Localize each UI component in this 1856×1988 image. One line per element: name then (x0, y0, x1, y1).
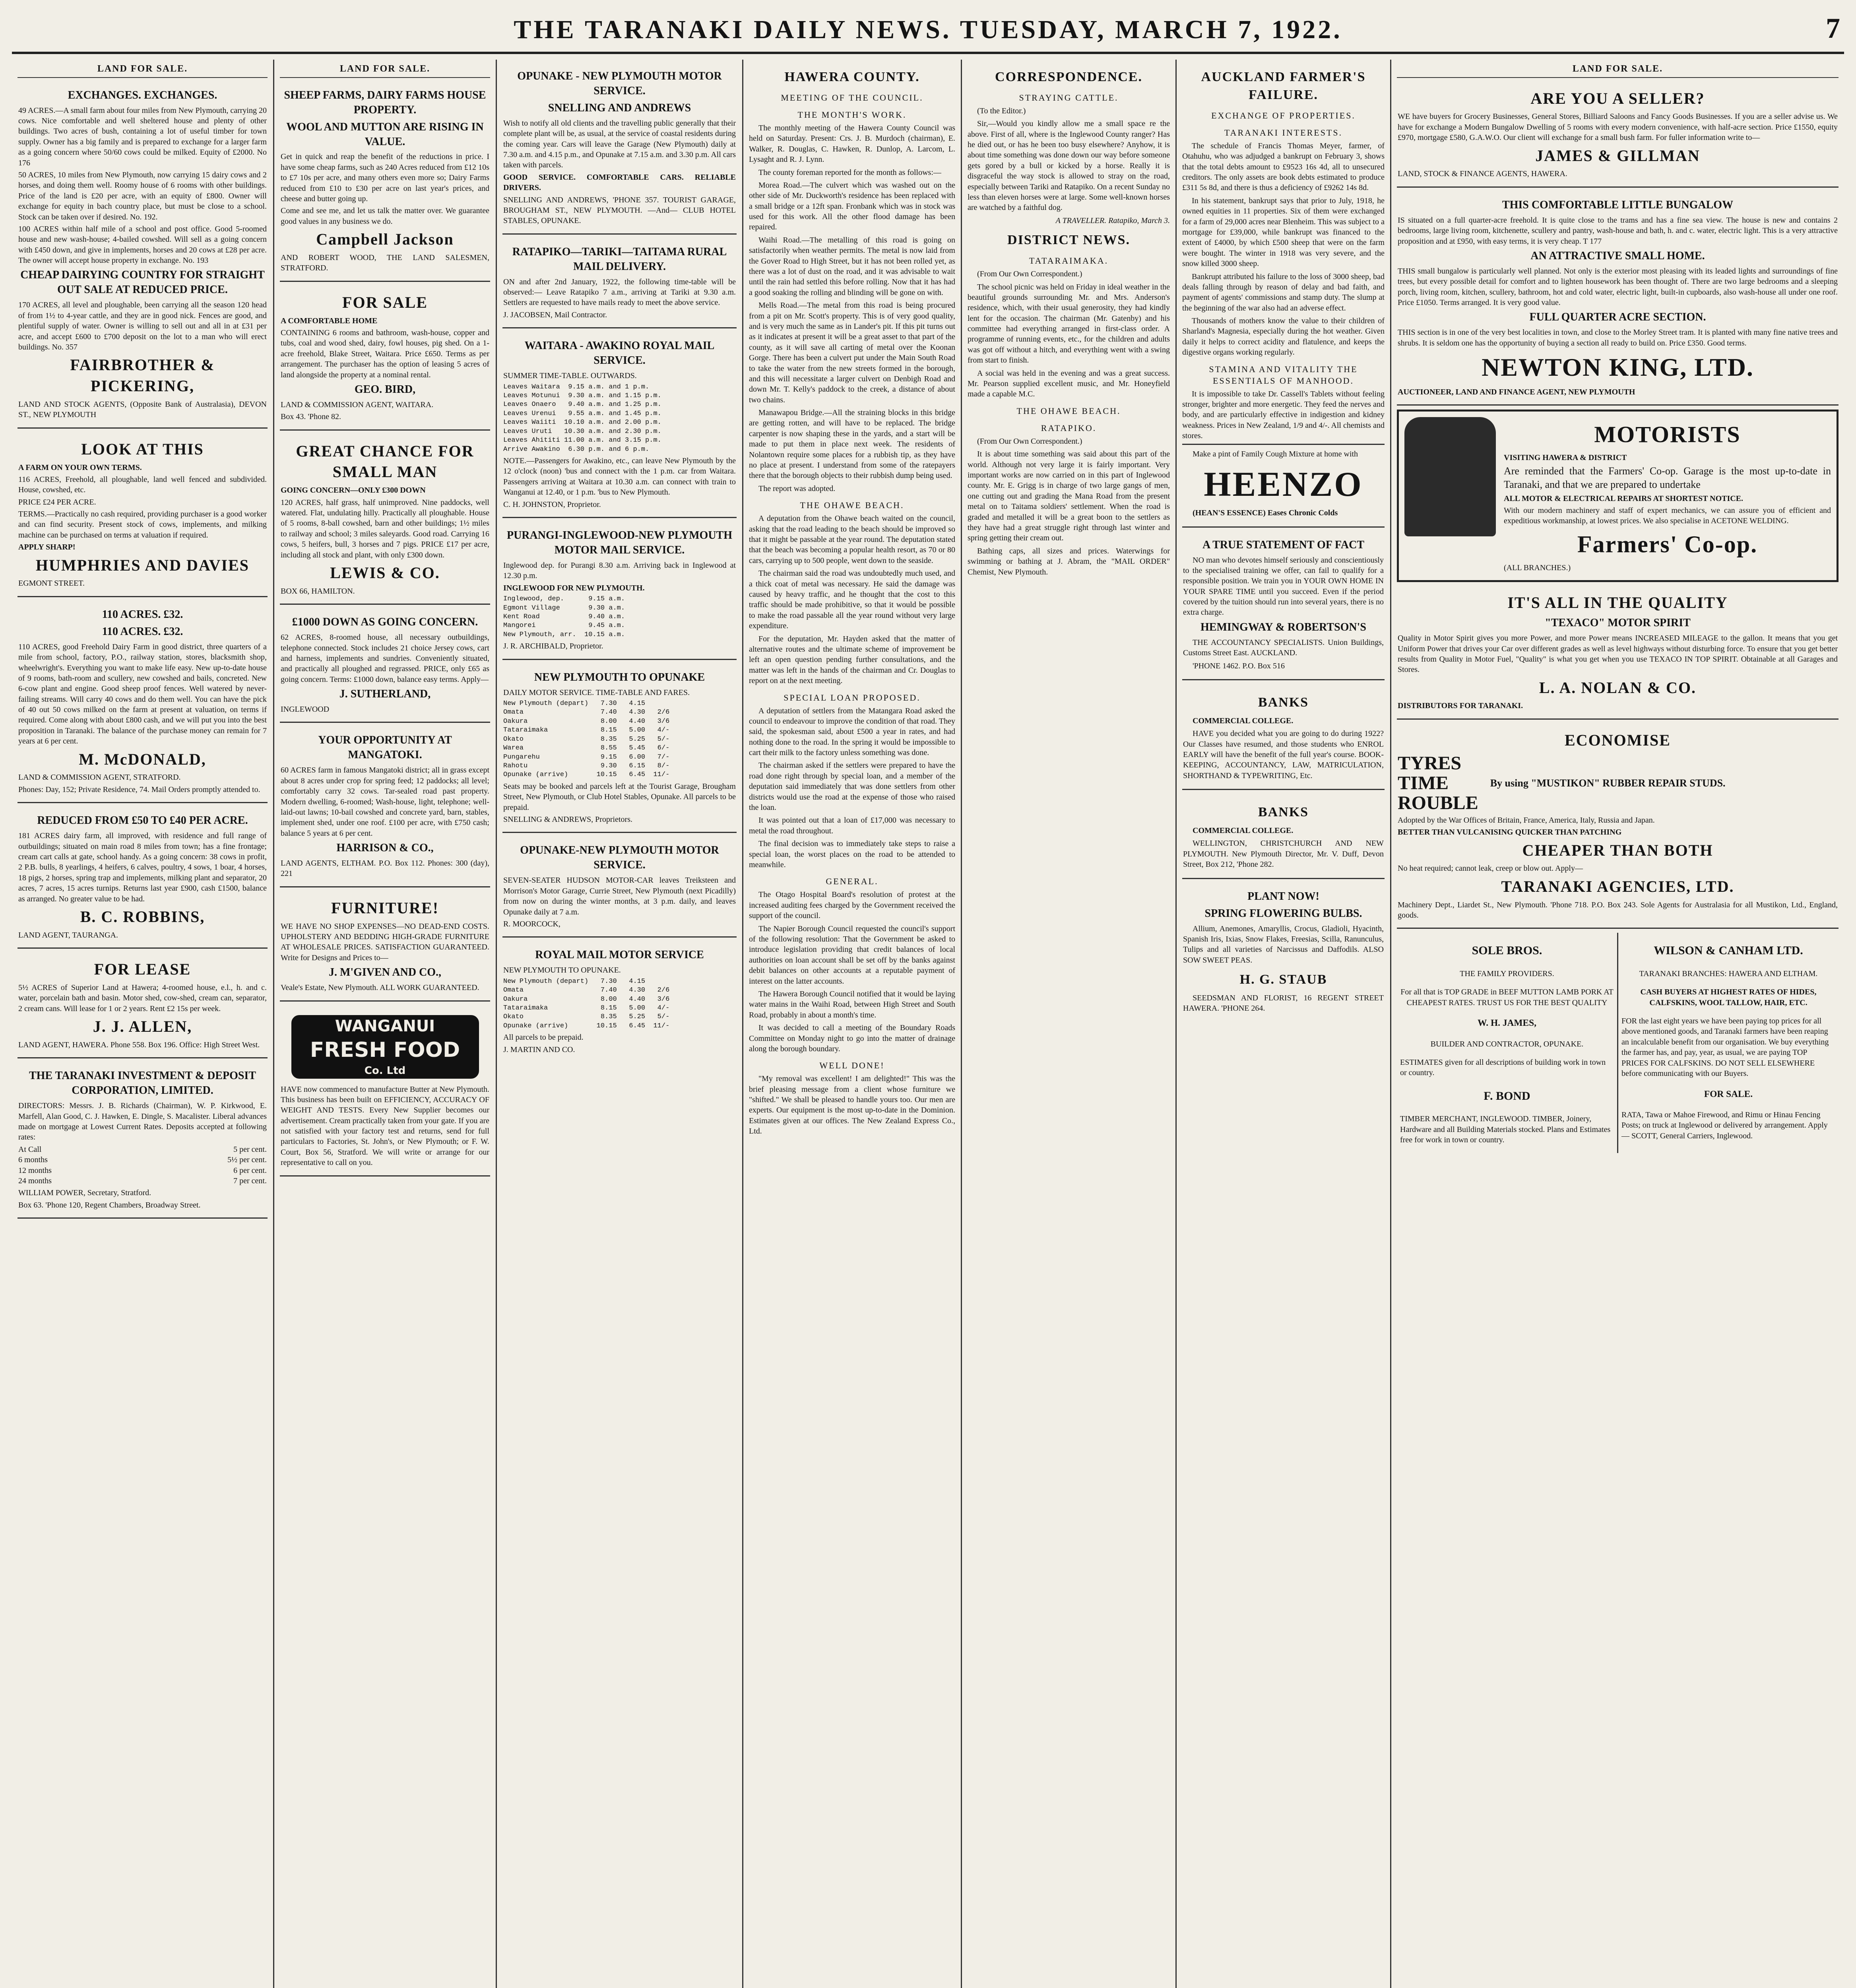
ad-signature: C. H. JOHNSTON, Proprietor. (503, 500, 601, 509)
agent-name: HUMPHRIES AND DAVIES (35, 556, 250, 574)
article-paragraph: The chairman said the road was undoubtedly much used, and a thick coat of metal was necessary. He said the damage was caused by heavy traffic, and he thought that the cost to this traffic should be made prohibitive, so that it would be possible to make the road passable all the year round without very large expenditure. (749, 569, 955, 631)
ad-title: A TRUE STATEMENT OF FACT (1202, 538, 1365, 551)
ad-body: TIMBER MERCHANT, INGLEWOOD. TIMBER, Joinery, Hardware and all Building Materials stocked. Plans and Estimates free for work in town or country. (1400, 1114, 1611, 1144)
ad-apply: APPLY SHARP! (18, 543, 76, 552)
article-paragraph: The county foreman reported for the month as follows:— (758, 168, 941, 177)
ad-body: THIS small bungalow is particularly well planned. Not only is the exterior most pleasing with its leaded lights and surroundings of fine trees, but every possible detail for comfort and to lighten housework has been thought of. There are two large bedrooms and a sleeping porch, living room, kitchen, scullery, bathroom, hot and cold water, electric light, built-in cupboards, also wash-house all under one roof. Price £1050. Terms arranged. It is very good value. (1398, 266, 1838, 307)
ad-body: TERMS.—Practically no cash required, providing purchaser is a good worker and can find security. Present stock of cows, implements, and milking machine can be purchased on terms at valuation if required. (18, 510, 267, 540)
column-header: LAND FOR SALE. (1397, 63, 1839, 78)
ad-subtitle: By using "MUSTIKON" RUBBER REPAIR STUDS. (1490, 777, 1726, 789)
ad-title: SOLE BROS. (1472, 944, 1542, 957)
ad-signature: SNELLING & ANDREWS, Proprietors. (503, 815, 632, 824)
ad-tagline: (HEAN'S ESSENCE) Eases Chronic Colds (1193, 509, 1338, 518)
ad-title: FOR SALE. (1704, 1089, 1753, 1099)
article-subtitle: TARANAKI INTERESTS. (1224, 127, 1343, 138)
ad-title: CHEAP DAIRYING COUNTRY FOR STRAIGHT OUT SALE AT REDUCED PRICE. (20, 269, 265, 296)
agent-sub: EGMONT STREET. (18, 579, 85, 588)
timetable-row: Leaves Ahititi 11.00 a.m. and 3.15 p.m. (503, 437, 661, 445)
ad-title: NEW PLYMOUTH TO OPUNAKE (534, 671, 705, 683)
waitara-mail-ad (502, 332, 737, 518)
ad-body: 49 ACRES.—A small farm about four miles from New Plymouth, carrying 20 cows. Nice comfortable and well sheltered house and plenty of other buildings. Two acres of bush, containing a lot of useful timber for town supply. Owner has a big family and is prepared to exchange for a larger farm as a going concern where 50/60 cows could be milked. Equity of £2000. No 176 (18, 106, 267, 167)
ad-subtitle: A COMFORTABLE HOME (281, 316, 378, 325)
ad-title: PLANT NOW! (1247, 890, 1319, 903)
column-2 (274, 60, 497, 1988)
article-section-heading: WELL DONE! (819, 1060, 885, 1071)
ad-body: FOR the last eight years we have been paying top prices for all above mentioned goods, and Taranaki farmers have been reaping an incalculable benefit from our organisation. We buy everything the farmer has, and pay, year, as usual, we are paying TOP PRICES FOR CALFSKINS. DO NOT SELL ELSEWHERE before communicating with our Buyers. (1621, 1016, 1829, 1078)
ad-body: Are reminded that the Farmers' Co-op. Garage is the most up-to-date in Taranaki, and that we are prepared to undertake (1504, 465, 1831, 491)
rate-row: 12 months 6 per cent. (18, 1166, 267, 1175)
agent-sub: AUCTIONEER, LAND AND FINANCE AGENT, NEW PLYMOUTH (1398, 387, 1635, 396)
ad-title: IT'S ALL IN THE QUALITY (1507, 594, 1728, 612)
ad-title: YOUR OPPORTUNITY AT MANGATOKI. (318, 734, 452, 761)
ad-subtitle: Make a pint of Family Cough Mixture at home with (1193, 449, 1358, 458)
article-paragraph: The chairman asked if the settlers were prepared to have the road done right through by special loan, and a member of the deputation said immediately that was done settlers from other districts would use the road at the expense of those who raised the loan. (749, 761, 955, 812)
ad-subtitle: COMMERCIAL COLLEGE. (1193, 716, 1294, 725)
timetable-row: New Plymouth, arr. 10.15 a.m. (503, 631, 625, 639)
ad-body: 170 ACRES, all level and ploughable, been carrying all the season 120 head of from 1½ to 4-year cattle, and they are in good nick. Fences are good, and plentiful supply of water. Owner is willing to sell out and all in at £31 per acre, and accept £600 to £700 deposit on the lot to a man who will erect buildings. No. 357 (18, 301, 267, 351)
ad-subtitle: DAILY MOTOR SERVICE. TIME-TABLE AND FARES. (503, 688, 690, 697)
ad-title: WAITARA - AWAKINO ROYAL MAIL SERVICE. (524, 340, 715, 367)
article-subtitle: RATAPIKO. (1041, 423, 1097, 433)
ad-body: HAVE you decided what you are going to do during 1922? Our Classes have resumed, and those students who ENROL EARLY will have the benefit of the full year's course. BOOK-KEEPING, ACCOUNTANCY, LAW, MATRICULATION, SHORTHAND & TYPEWRITING, Etc. (1183, 729, 1384, 780)
ad-body: Allium, Anemones, Amaryllis, Crocus, Gladioli, Hyacinth, Spanish Iris, Ixias, Snow Flakes, Freesias, Scilla, Ranunculus, Tulips and all varieties of Narcissus and Daffodils. ALSO SOW SWEET PEAS. (1183, 924, 1384, 965)
ad-title: EXCHANGES. EXCHANGES. (68, 89, 217, 101)
article-byline: (From Our Own Correspondent.) (977, 437, 1082, 446)
timetable-row: Omata 7.40 4.30 2/6 (503, 709, 670, 716)
agent-name: F. BOND (1484, 1089, 1530, 1103)
timetable-row: Omata 7.40 4.30 2/6 (503, 986, 670, 994)
agent-name: B. C. ROBBINS, (80, 907, 205, 926)
ad-price: PRICE £24 PER ACRE. (18, 497, 96, 507)
ad-signature: WILLIAM POWER, Secretary, Stratford. (18, 1188, 151, 1198)
ad-body: WE have buyers for Grocery Businesses, General Stores, Billiard Saloons and Fancy Goods Businesses. If you are a seller advise us. We have for exchange a Modern Bungalow Dwelling of 5 rooms with every modern convenience, with half-acre section. Price £1550, equity £970, mortgage £580, G.A.W.O. Our client will exchange for a small bush farm. For fuller information write to— (1398, 112, 1838, 142)
rate-row: 6 months 5½ per cent. (18, 1155, 267, 1165)
sheep-ad (280, 82, 490, 282)
agent-name: Farmers' Co-op. (1577, 531, 1758, 557)
ad-tagline: GOOD SERVICE. COMFORTABLE CARS. RELIABLE DRIVERS. (503, 173, 736, 192)
article-subtitle: TATARAIMAKA. (1029, 256, 1109, 266)
ad-body: WE HAVE NO SHOP EXPENSES—NO DEAD-END COSTS. UPHOLSTERY AND BEDDING HIGH-GRADE FURNITURE AT WHOLESALE PRICES. SATISFACTION GUARANTEED. Write for Designs and Prices to— (281, 922, 489, 962)
wilson-canham-ad (1617, 933, 1839, 1153)
timetable-row: Leaves Uruti 10.30 a.m. and 2.30 p.m. (503, 427, 661, 435)
agent-sub: INGLEWOOD (281, 705, 330, 714)
ad-heading: SNELLING AND ANDREWS (548, 101, 691, 114)
agent-name: HARRISON & CO., (336, 842, 434, 854)
ad-title: ARE YOU A SELLER? (1530, 89, 1705, 107)
agent-sub: (ALL BRANCHES.) (1504, 563, 1571, 572)
motorists-ad (1397, 410, 1839, 582)
ad-body: ESTIMATES given for all descriptions of building work in town or country. (1400, 1058, 1606, 1077)
article-section-heading: GENERAL. (826, 876, 879, 887)
ad-subtitle: VISITING HAWERA & DISTRICT (1504, 453, 1627, 462)
column-3 (497, 60, 743, 1988)
texaco-ad (1397, 586, 1839, 720)
ad-title: SHEEP FARMS, DAIRY FARMS HOUSE PROPERTY. (284, 89, 486, 116)
ad-body: Get in quick and reap the benefit of the reductions in price. I have some cheap farms, such as 240 Acres reduced from £12 10s to £7 10s per acre, and many others even more so; Dairy Farms reduced from £10 to £30 per acre on last year's prices, and cheese and butter going up. (281, 152, 489, 204)
ad-heading: CHEAPER THAN BOTH (1522, 841, 1713, 859)
timetable (503, 699, 736, 780)
column-7-ads (1391, 60, 1844, 1988)
masthead (12, 8, 1844, 54)
timetable-row: Pungarehu 9.15 6.00 7/- (503, 753, 670, 761)
article-byline: (From Our Own Correspondent.) (977, 270, 1082, 279)
article-title: HAWERA COUNTY. (784, 70, 920, 84)
article-paragraph: Manawapou Bridge.—All the straining blocks in this bridge are getting rotten, and will have to be replaced. The bridge carpenter is now shaping these in the yards, and a start will be made to put them in place next week. The residents of Nolantown require some places for a rubbish tip, as they have no place at present. I understand from some of the ratepayers there that the borough objects to their rubbish dump being used. (749, 408, 955, 480)
article-byline: (To the Editor.) (977, 106, 1026, 115)
ad-signature: J. JACOBSEN, Mail Contractor. (503, 310, 607, 319)
article-title: DISTRICT NEWS. (1007, 233, 1130, 248)
ad-body: DIRECTORS: Messrs. J. B. Richards (Chairman), W. P. Kirkwood, E. Marfell, Alan Good, C. J. Hawken, E. Dingle, S. Macalister. Liberal advances made on mortgage at Lowest Current Rates. Deposits accepted at following rates: (18, 1101, 267, 1142)
agent-sub: BOX 66, HAMILTON. (281, 586, 355, 596)
agent-name: J. J. ALLEN, (93, 1017, 192, 1036)
article-subtitle: STRAYING CATTLE. (1019, 92, 1119, 103)
timetable-row: Kent Road 9.40 a.m. (503, 613, 625, 621)
agent-name: H. G. STAUB (1239, 972, 1327, 987)
article-paragraph: It is about time something was said about this part of the world. Although not very large it is fairly important. Very important works are now carried on in this part of Inglewood county. Mr. E. Grigg is in charge of two large gangs of men, one cutting out and grading the Mana Road from the present metal on to Taitama soldiers' settlement. When the road is graded and metalled it will be a great boon to the settlers as they have had a great struggle right through last winter and spring getting their cream out. (968, 450, 1170, 543)
fresh-food-ad (280, 1006, 490, 1176)
ad-title: LOOK AT THIS (81, 440, 204, 458)
ad-title: ROYAL MAIL MOTOR SERVICE (535, 949, 704, 961)
tyres-logo: TYRES TIME ROUBLE (1398, 752, 1478, 814)
ad-body: 110 ACRES, good Freehold Dairy Farm in good district, three quarters of a mile from school, factory, P.O., railway station, stores, blacksmith shop, wheelwright's. Everything you want to make life easy. New up-to-date house of 9 rooms, bath-room and scullery, new cowshed and bails, concreted. New 6-cow plant and engine. Good sheep proof fences. Well watered by never-failing streams. Will carry 40 cows and do them well. You can have the pick of 40 out 50 cows milked on the farm at present at valuation, on terms if required. Come along with about £800 cash, and we will put you into the best proposition in Taranaki. The balance of the purchase money can remain for 7 years at 6 per cent. (18, 642, 267, 746)
timetable-row: Tataraimaka 8.15 5.00 4/- (503, 1004, 670, 1012)
ad-title: OPUNAKE-NEW PLYMOUTH MOTOR SERVICE. (520, 844, 719, 872)
timetable-row: Okato 8.35 5.25 5/- (503, 1013, 670, 1021)
article-paragraph: "My removal was excellent! I am delighted!" This was the brief pleasing message from a client whose furniture we "shifted." We shall be pleased to handle yours too. Our men are experts. Our equipment is the most up-to-date in the Dominion. Estimates given at our offices. The New Zealand Express Co., Ltd. (749, 1074, 955, 1136)
going-concern-ad (280, 609, 490, 723)
ad-body: HAVE now commenced to manufacture Butter at New Plymouth. This business has been built on EFFICIENCY, ACCURACY OF WEIGHT AND TESTS. Every New Supplier becomes our advertisement. Cream practically taken from your gate. If you are not satisfied with your factory test and returns, send for full particulars to Factories, St. John's, or New Plymouth; or F. W. Court, Box 56, Stratford. We will write or arrange for our representative to call on you. (281, 1085, 489, 1167)
column-header: LAND FOR SALE. (280, 63, 490, 78)
timetable-row: Mangorei 9.45 a.m. (503, 622, 625, 630)
agent-box: Box 43. 'Phone 82. (281, 412, 341, 421)
ad-title: BANKS (1258, 805, 1309, 820)
ad-subtitle: THE ACCOUNTANCY SPECIALISTS. Union Buildings, Customs Street East. AUCKLAND. (1183, 638, 1384, 658)
ad-heading: CASH BUYERS AT HIGHEST RATES OF HIDES, CALFSKINS, WOOL TALLOW, HAIR, ETC. (1640, 988, 1817, 1007)
column-header: LAND FOR SALE. (17, 63, 268, 78)
furniture-ad (280, 891, 490, 1002)
page-number: 7 (1826, 12, 1840, 44)
article-paragraph: A deputation of settlers from the Matangara Road asked the council to endeavour to improve the condition of that road. They said, the spokesman said, about £500 a year in rates, and had nothing done to the road. In the spring it would be impossible to cart their milk to the factory unless something was done. (749, 706, 955, 757)
article-paragraph: The report was adopted. (758, 484, 836, 493)
ad-signature: J. R. ARCHIBALD, Proprietor. (503, 642, 603, 651)
article-paragraph: For the deputation, Mr. Hayden asked that the matter of alternative routes and the ultimate scheme of improvement be left an open question pending further consultations, and the matter was left in the hands of the chairman and Cr. Douglas to report on at the next meeting. (749, 634, 955, 685)
ad-title: OPUNAKE - NEW PLYMOUTH MOTOR SERVICE. (517, 70, 722, 97)
article-paragraph: It was decided to call a meeting of the Boundary Roads Committee on Monday night to go into the matter of drainage along the borough boundary. (749, 1023, 955, 1053)
ad-body: 116 ACRES, Freehold, all ploughable, land well fenced and subdivided. House, cowshed, etc. (18, 475, 267, 495)
ad-body: 181 ACRES dairy farm, all improved, with residence and full range of outbuildings; situated on main road 8 miles from town; has a fine frontage; cream cart calls at gate, school handy. As a going concern: 38 cows in profit, 2 P.B. bulls, 8 yearlings, 4 heifers, 6 calves, poultry, 4 sows, 1 boar, 4 horses, 18 pigs, 2 horses, spring trap and implements, milking plant and separator, 20 acres, 7 acres, 15 acres turnips. Returns last year £900, cash £1500, balance as arranged. No greater value to be had. (18, 831, 267, 903)
agent-sub: LAND AND STOCK AGENTS, (Opposite Bank of Australasia), DEVON ST., NEW PLYMOUTH (18, 400, 267, 419)
ad-body: CONTAINING 6 rooms and bathroom, wash-house, copper and tubs, coal and wood shed, dairy, fowl houses, pig shed. On a 1-acre freehold, Blake Street, Waitara. Price £650. Terms as per arrangement. The purchaser has the option of leasing 5 acres of land alongside the property at a nominal rental. (281, 328, 489, 379)
ad-subtitle: THE FAMILY PROVIDERS. (1460, 969, 1554, 978)
ad-body: 100 ACRES within half mile of a school and post office. Good 5-roomed house and new wash-house; 4-bailed cowshed. Will sell as a going concern with £450 down, and give in implements, horses and 20 cows at £28 per acre. The owner will accept house property in exchange. No. 193 (18, 224, 267, 265)
ad-body: 120 ACRES, half grass, half unimproved. Nine paddocks, well watered. Flat, undulating hilly. Practically all ploughable. House of 5 rooms, 8-ball cowshed, barn and other buildings; 1½ miles to railway and school; 3 miles saleyards. Good road. Carrying 16 cows, 5 heifers, bull, 3 horses and 7 pigs. PRICE £17 per acre, including all stock and plant, with only £300 down. (281, 498, 489, 559)
article-subtitle: THE OHAWE BEACH. (1016, 406, 1121, 416)
ad-body: IS situated on a full quarter-acre freehold. It is quite close to the trams and has a fine sea view. The house is new and contains 2 bedrooms, large living room, kitchenette, scullery and pantry, wash-house and bath, h. and c. water, electric light. This is a very attractive proposition and at £950, with easy terms, it is very cheap. T 177 (1398, 215, 1838, 246)
column-1 (12, 60, 274, 1988)
article-signature: A TRAVELLER. Ratapiko, March 3. (1055, 216, 1170, 225)
fresh-food-logo: WANGANUI FRESH FOOD Co. Ltd (291, 1015, 479, 1079)
agent-name: M. McDONALD, (79, 750, 206, 768)
agent-sub: DISTRIBUTORS FOR TARANAKI. (1398, 701, 1523, 711)
for-sale-ad (280, 286, 490, 431)
article-paragraph: A social was held in the evening and was a great success. Mr. Pearson supplied excellent music, and Mr. Honeyfield made a capable M.C. (968, 369, 1170, 399)
heenzo-ad (1182, 444, 1385, 528)
ad-title: FURNITURE! (331, 899, 439, 917)
ad-body: For all that is TOP GRADE in BEEF MUTTON LAMB PORK AT CHEAPEST RATES. TRUST US FOR THE BEST QUALITY (1400, 988, 1614, 1007)
investment-ad (17, 1062, 268, 1219)
timetable-row: Leaves Urenui 9.55 a.m. and 1.45 p.m. (503, 410, 661, 417)
masthead-title: THE TARANAKI DAILY NEWS. TUESDAY, MARCH 7, 1922. (514, 15, 1342, 44)
ad-heading: "TEXACO" MOTOR SPIRIT (1545, 617, 1691, 629)
bottom-ads-row (1397, 933, 1839, 1153)
agent-name: Campbell Jackson (316, 230, 454, 248)
royal-mail-ad (502, 942, 737, 1062)
ad-title: £1000 DOWN AS GOING CONCERN. (292, 616, 478, 629)
article-title: CORRESPONDENCE. (995, 70, 1142, 84)
columns (12, 60, 1844, 1988)
mechanic-illustration (1404, 417, 1496, 536)
agent-name: LEWIS & CO. (330, 564, 440, 582)
mangatoki-ad (280, 727, 490, 887)
rates-table (18, 1144, 267, 1186)
timetable-row: Okato 8.35 5.25 5/- (503, 735, 670, 743)
article-paragraph: Thousands of mothers know the value to their children of Sharland's Magnesia, especially during the hot weather. Given daily it helps to correct acidity and flatulence, and keeps the digestive organs working regularly. (1182, 316, 1385, 357)
ad-title: WOOL AND MUTTON ARE RISING IN VALUE. (286, 120, 484, 148)
timetable-row: Leaves Motunui 9.30 a.m. and 1.15 p.m. (503, 392, 661, 400)
banks-college-ad (1182, 684, 1385, 790)
lease-ad (17, 953, 268, 1058)
article-paragraph: The monthly meeting of the Hawera County Council was held on Saturday. Present: Crs. J. B. Murdoch (chairman), E. Walker, R. Douglas, C. Hawken, R. Dunlop, A. Larcom, L. Lysaght and R. J. Lynn. (749, 123, 955, 164)
opunake-service-ad (502, 63, 737, 235)
agent-sub: LAND & COMMISSION AGENT, WAITARA. (281, 400, 434, 409)
ad-title: WILSON & CANHAM LTD. (1654, 944, 1803, 957)
acres-ad (17, 601, 268, 803)
ad-body: 62 ACRES, 8-roomed house, all necessary outbuildings, telephone connected. Stock includes 21 choice Jersey cows, cart and harness, implements and sundries. Conveniently situated, and practically all ploughed and regrassed. PRICE, only £65 as going concern. Terms: £1000 down, balance easy terms. Apply— (281, 633, 489, 684)
ad-title: THIS COMFORTABLE LITTLE BUNGALOW (1502, 198, 1734, 211)
column-4-hawera-county (743, 60, 962, 1988)
exchanges-ad (17, 82, 268, 429)
ad-subtitle: A FARM ON YOUR OWN TERMS. (18, 463, 142, 472)
agent-sub: SEEDSMAN AND FLORIST, 16 REGENT STREET HAWERA. 'PHONE 264. (1183, 994, 1384, 1013)
ad-title: 110 ACRES. £32. (102, 625, 183, 638)
agent-name: L. A. NOLAN & CO. (1539, 678, 1697, 697)
timetable-row: Tataraimaka 8.15 5.00 4/- (503, 726, 670, 734)
agent-sub: LAND AGENT, HAWERA. Phone 558. Box 196. Office: High Street West. (18, 1040, 260, 1049)
article-paragraph: The Otago Hospital Board's resolution of protest at the increased auditing fees charged by the Government received the support of the council. (749, 890, 955, 920)
new-plymouth-opunake-ad (502, 664, 737, 833)
rate-row: At Call 5 per cent. (18, 1145, 267, 1154)
ad-subtitle: GOING CONCERN—ONLY £300 DOWN (281, 486, 426, 495)
article-section-heading: SPECIAL LOAN PROPOSED. (784, 692, 921, 703)
ad-heading: BETTER THAN VULCANISING QUICKER THAN PATCHING (1398, 828, 1622, 837)
agent-sub: LAND AGENTS, ELTHAM. P.O. Box 112. Phones: 300 (day), 221 (281, 859, 489, 878)
banks-college-ad-2 (1182, 794, 1385, 879)
ad-body: RATA, Tawa or Mahoe Firewood, and Rimu or Hinau Fencing Posts; on truck at Inglewood or delivered by arrangement. Apply— SCOTT, General Carriers, Inglewood. (1621, 1110, 1828, 1140)
column-5-correspondence (962, 60, 1177, 1988)
article-subtitle: THE MONTH'S WORK. (797, 109, 907, 120)
article-paragraph: The final decision was to immediately take steps to raise a special loan, the worst places on the road to be attended to meanwhile. (749, 839, 955, 869)
hudson-service-ad (502, 837, 737, 938)
ad-note: Seats may be booked and parcels left at the Tourist Garage, Brougham Street, New Plymouth, or Club Hotel Stables, Opunake. All parcels to be prepaid. (503, 782, 736, 812)
ad-note: No heat required; cannot leak, creep or blow out. Apply— (1398, 864, 1583, 873)
seller-ad (1397, 82, 1839, 188)
sole-bros-ad (1397, 933, 1617, 1153)
article-paragraph: Sir,—Would you kindly allow me a small space re the above. First of all, where is the Inglewood County ranger? Has he died out, or has he been too busy elsewhere? Anyhow, it is about time something was done down our way before someone gets gored by a bull or kicked by a horse. Really it is disgraceful the way stock is allowed to stray on the road, especially between Tariki and Ratapiko. On a recent Sunday no less than eleven horses were at large. Some well-known horses are watched by a faithful dog. (968, 119, 1170, 212)
ad-title: FULL QUARTER ACRE SECTION. (1529, 311, 1706, 324)
bulbs-ad (1182, 883, 1385, 1022)
timetable-row: Opunake (arrive) 10.15 6.45 11/- (503, 771, 670, 779)
article-paragraph: Mells Road.—The metal from this road is being procured from a pit on Mr. Scott's property. This is of very good quality, and is very much the same as in Lander's pit. If this pit turns out as it indicates at present it will be a great asset to that part of the county, as it will save all carting of metal over the Koonan Gorge. There has been a culvert put under the Main South Road to take the water from the new streets formed in the borough, and this will necessitate a larger culvert on Denbigh Road and down Mr. T. Kelly's paddock to the creek, a distance of about two chains. (749, 301, 955, 404)
agent-sub: BUILDER AND CONTRACTOR, OPUNAKE. (1430, 1039, 1584, 1048)
timetable-row: New Plymouth (depart) 7.30 4.15 (503, 977, 646, 985)
mustikon-ad (1397, 724, 1839, 929)
ad-title: 110 ACRES. £32. (102, 608, 183, 621)
article-paragraph: Morea Road.—The culvert which was washed out on the other side of Mr. Duckworth's residence has been replaced with a small bridge or a 12ft span. Fronbank which was in stock was used for this work. All the other flood damage has been repaired. (749, 181, 955, 232)
agent-name: NEWTON KING, LTD. (1482, 353, 1754, 382)
ad-signature: SNELLING AND ANDREWS, 'PHONE 357. TOURIST GARAGE, BROUGHAM ST., NEW PLYMOUTH. —And— CLUB HOTEL STABLES, OPUNAKE. (503, 195, 736, 225)
article-paragraph: The Hawera Borough Council notified that it would be laying water mains in the Waihi Road, between High Street and South Road, probably in about a month's time. (749, 989, 955, 1019)
timetable (503, 383, 736, 454)
ad-title: FOR LEASE (94, 960, 191, 978)
timetable (503, 977, 736, 1031)
agent-name: J. SUTHERLAND, (339, 688, 431, 701)
ad-body: WELLINGTON, CHRISTCHURCH AND NEW PLYMOUTH. New Plymouth Director, Mr. V. Duff, Devon Street, Box 212, 'Phone 282. (1183, 839, 1384, 869)
heenzo-logo: HEENZO (1204, 465, 1363, 504)
great-chance-ad (280, 435, 490, 605)
rural-mail-ad (502, 239, 737, 328)
ad-title: MOTORISTS (1594, 421, 1741, 448)
timetable-row: Oakura 8.00 4.40 3/6 (503, 717, 670, 725)
ad-heading: HEMINGWAY & ROBERTSON'S (1200, 621, 1367, 633)
timetable-row: Opunake (arrive) 10.15 6.45 11/- (503, 1022, 670, 1030)
ad-title: PURANGI-INGLEWOOD-NEW PLYMOUTH MOTOR MAIL SERVICE. (506, 529, 733, 556)
ad-subtitle: COMMERCIAL COLLEGE. (1193, 826, 1294, 835)
ad-title: ECONOMISE (1565, 731, 1671, 749)
ad-body: ON and after 2nd January, 1922, the following time-table will be observed:— Leave Ratapiko 7 a.m., arriving at Tariki at 9.30 a.m. Settlers are requested to have mails ready to meet the above service. (503, 277, 736, 307)
bungalow-ad (1397, 192, 1839, 406)
ad-title: RATAPIKO—TARIKI—TAITAMA RURAL MAIL DELIVERY. (512, 245, 727, 273)
ad-footer: Box 63. 'Phone 120, Regent Chambers, Broadway Street. (18, 1200, 201, 1209)
agent-name: FAIRBROTHER & PICKERING, (70, 356, 215, 395)
ad-subtitle: TARANAKI BRANCHES: HAWERA AND ELTHAM. (1639, 969, 1818, 978)
agent-sub: LAND, STOCK & FINANCE AGENTS, HAWERA. (1398, 169, 1567, 179)
article-paragraph: It was pointed out that a loan of £17,000 was necessary to metal the road throughout. (749, 816, 955, 835)
article-paragraph: Bathing caps, all sizes and prices. Waterwings for swimming or bathing at J. Abram, the "MAIL ORDER" Chemist, New Plymouth. (968, 546, 1170, 577)
article-paragraph: The Napier Borough Council requested the council's support of the following resolution: That the Government be asked to introduce legislation providing that credit balances of local authorities on loan account shall be set off by the banks against debit balances on other accounts at a reputable payment of interest on the latter accounts. (749, 924, 955, 986)
agent-name: W. H. JAMES, (1478, 1018, 1536, 1029)
column-6-auckland-farmer (1177, 60, 1391, 1988)
rate-row: 24 months 7 per cent. (18, 1176, 267, 1185)
timetable-row: Leaves Waitara 9.15 a.m. and 1 p.m. (503, 383, 650, 391)
ad-body: It is impossible to take Dr. Cassell's Tablets without feeling stronger, brighter and more energetic. They feed the nerves and body, and are particularly effective in indigestion and kidney weakness. Prices in New Zealand, 1/9 and 4/-. All chemists and stores. (1182, 389, 1385, 441)
ad-body: Come and see me, and let us talk the matter over. We guarantee good values in any business we do. (281, 206, 489, 226)
ad-title: FOR SALE (342, 293, 428, 311)
article-title: AUCKLAND FARMER'S FAILURE. (1201, 70, 1366, 102)
ad-signature: R. MOORCOCK, (503, 919, 560, 928)
timetable-row: Leaves Onaero 9.40 a.m. and 1.25 p.m. (503, 401, 661, 409)
agent-name: TARANAKI AGENCIES, LTD. (1501, 877, 1734, 895)
ad-title: STAMINA AND VITALITY THE ESSENTIALS OF MANHOOD. (1209, 364, 1358, 386)
timetable-row: Arrive Awakino 6.30 p.m. and 6 p.m. (503, 445, 650, 453)
ad-note: NOTE.—Passengers for Awakino, etc., can leave New Plymouth by the 12 o'clock (noon) 'bus and connect with the 1 p.m. car from Waitara. Passengers arriving at Waitara at 10.30 a.m. can connect with train to Wanganui at 12.40, or 1 p.m. 'bus to New Plymouth. (503, 456, 736, 497)
article-paragraph: The school picnic was held on Friday in ideal weather in the beautiful grounds surrounding Mr. and Mrs. Anderson's residence, which, with their usual generosity, they had kindly lent for the occasion. The chairman (Mr. Gatenby) and his committee had everything arranged in first-class order. A programme of running events, etc., for the children and adults was got off without a hitch, and everything went with a swing from start to finish. (968, 282, 1170, 365)
timetable (503, 595, 736, 639)
article-paragraph: A deputation from the Ohawe beach waited on the council, asking that the road leading to the beach should be improved so that it might be passable at the year round. The deputation stated that the beach was becoming a popular health resort, as 70 or 80 cars, carrying up to 500 people, went down to the seaside. (749, 514, 955, 565)
ad-heading: SPRING FLOWERING BULBS. (1204, 907, 1362, 920)
ad-title: REDUCED FROM £50 TO £40 PER ACRE. (37, 814, 248, 827)
ad-body: 5½ ACRES of Superior Land at Hawera; 4-roomed house, e.l., h. and c. water, porcelain bath and basin. Motor shed, cow-shed, cream can, separator, 2 cream cans. Will lease for 1 or 2 years. Rent £2 15s per week. (18, 983, 267, 1013)
timetable-row: Warea 8.55 5.45 6/- (503, 744, 670, 752)
agent-name: GEO. BIRD, (354, 383, 416, 396)
agent-phone: Phones: Day, 152; Private Residence, 74. Mail Orders promptly attended to. (18, 785, 260, 794)
article-paragraph: In his statement, bankrupt says that prior to July, 1918, he owned equities in 11 properties. Six of them were exchanged for a farm of 29,000 acres near Blenheim. This was subject to a mortgage for £39,000, while bankrupt was financed to the extent of £4000, by which £500 sheep that were on the farm were bought. The winter in 1918 was very severe, and the snow killed 3000 sheep. (1182, 196, 1385, 268)
ad-title: GREAT CHANCE FOR SMALL MAN (296, 442, 474, 481)
ad-title: THE TARANAKI INVESTMENT & DEPOSIT CORPORATION, LIMITED. (29, 1070, 256, 1097)
timetable-row: Inglewood, dep. 9.15 a.m. (503, 595, 625, 603)
reduced-ad (17, 807, 268, 949)
agent-name: JAMES & GILLMAN (1535, 146, 1700, 165)
agent-sub: LAND AGENT, TAURANGA. (18, 930, 118, 940)
article-section-heading: THE OHAWE BEACH. (800, 500, 904, 511)
ad-subtitle: SUMMER TIME-TABLE. OUTWARDS. (503, 371, 637, 381)
agent-sub: Machinery Dept., Liardet St., New Plymouth. 'Phone 718. P.O. Box 243. Sole Agents for Australasia for all Mustikon, Ltd., England, goods. (1398, 900, 1838, 920)
ad-footer: 'PHONE 1462. P.O. Box 516 (1193, 661, 1285, 670)
ad-subtitle: INGLEWOOD FOR NEW PLYMOUTH. (503, 583, 645, 592)
ad-body: NO man who devotes himself seriously and conscientiously to the specialised training we offer, can fail to qualify for a responsible position. We train you in YOUR OWN HOME IN YOUR SPARE TIME until you succeed. Even if the period covered by the tuition should run into several years, there is no extra charge. (1183, 555, 1384, 617)
article-paragraph: Waihi Road.—The metalling of this road is going on satisfactorily when weather permits. The metal is now laid from the Gover Road to High Street, but it has not been rolled yet, as there was a lot of dust on the road, and it was advisable to wait until the rain had settled this before rolling. Now that it has had a good soaking the rolling and blinding will be gone on with. (749, 235, 955, 297)
ad-signature: J. MARTIN AND CO. (503, 1045, 575, 1054)
ad-note: All parcels to be prepaid. (503, 1033, 584, 1042)
look-ad (17, 433, 268, 597)
article-paragraph: Bankrupt attributed his failure to the loss of 3000 sheep, bad deals falling through by reason of delay and bad faith, and payment of agents' commissions and stamp duty. The slump at the beginning of the war also had an adverse effect. (1182, 272, 1385, 313)
ad-heading: ALL MOTOR & ELECTRICAL REPAIRS AT SHORTEST NOTICE. (1504, 494, 1744, 503)
ad-title: BANKS (1258, 695, 1309, 710)
timetable-row: Oakura 8.00 4.40 3/6 (503, 995, 670, 1003)
ad-body: 50 ACRES, 10 miles from New Plymouth, now carrying 15 dairy cows and 2 horses, and doing them well. Roomy house of 6 rooms with other buildings. Price of the land is £20 per acre, with an equity of £800. Owner will exchange for equity in bach country place, but must be close to a school. Stock can be taken over if desired. No. 192. (18, 170, 267, 221)
ad-body: Quality in Motor Spirit gives you more Power, and more Power means INCREASED MILEAGE to the gallon. It means that you get Uniform Power that drives your Car over different grades as well as level highways without disturbing force. To ensure that you get better results from Quality in Motor Fuel, "Quality" is what you get when you use TEXACO IN TOP SPIRIT. Obtainable at all Garages and Stores. (1398, 634, 1838, 674)
true-statement-ad (1182, 532, 1385, 680)
article-subtitle: MEETING OF THE COUNCIL. (781, 92, 923, 103)
timetable-row: New Plymouth (depart) 7.30 4.15 (503, 699, 646, 707)
ad-title: AN ATTRACTIVE SMALL HOME. (1530, 249, 1705, 262)
ad-subtitle: NEW PLYMOUTH TO OPUNAKE. (503, 966, 621, 975)
timetable-row: Egmont Village 9.30 a.m. (503, 604, 625, 612)
agent-sub: Veale's Estate, New Plymouth. ALL WORK GUARANTEED. (281, 983, 479, 992)
ad-body: Inglewood dep. for Purangi 8.30 a.m. Arriving back in Inglewood at 12.30 p.m. (503, 561, 736, 580)
agent-name: J. M'GIVEN AND CO., (328, 966, 442, 979)
article-paragraph: The schedule of Francis Thomas Meyer, farmer, of Otahuhu, who was adjudged a bankrupt on February 3, shows that the total debts amount to £9523 16s 4d, all to unsecured creditors. The only assets are book debts estimated to produce £311 5s 8d, and there is thus a deficiency of £9262 14s 8d. (1182, 141, 1385, 192)
timetable-row: Rahotu 9.30 6.15 8/- (503, 762, 670, 770)
ad-body: SEVEN-SEATER HUDSON MOTOR-CAR leaves Treiksteen and Morrison's Motor Garage, Currie Street, New Plymouth (next Picadilly) from now on during the winter months, at 3 p.m. daily, and leaves Opunake daily at 7 a.m. (503, 876, 736, 916)
ad-body: Adopted by the War Offices of Britain, France, America, Italy, Russia and Japan. (1398, 815, 1655, 825)
purangi-service-ad (502, 522, 737, 660)
ad-body: THIS section is in one of the very best localities in town, and close to the Morley Street tram. It is planted with many fine native trees and shrubs. It is seldom one has the opportunity of buying a section all ready to build on. Price £350. Good terms. (1398, 328, 1838, 348)
ad-body: Wish to notify all old clients and the travelling public generally that their complete plant will be, as usual, at the service of coastal residents during the coming year. Cars will leave the Garage (New Plymouth) daily at 7.30 a.m. and 4.15 p.m., and Opunake at 7.15 a.m. and 3.30 p.m. All cars taken with parcels. (503, 118, 736, 170)
article-subtitle: EXCHANGE OF PROPERTIES. (1211, 110, 1356, 120)
ad-body: 60 ACRES farm in famous Mangatoki district; all in grass except about 8 acres under crop for spring feed; 12 paddocks; all level; comfortably carry 32 cows. Tar-sealed road past property. Modern dwelling, 6-roomed; Wash-house, light, telephone; well-laid-out lawns; 10-bail cowshed and concrete yard, barn, stables, implement shed, under one roof. £100 per acre, with £750 cash; balance 5 years at 6 per cent. (281, 766, 489, 838)
agent-sub: AND ROBERT WOOD, THE LAND SALESMEN, STRATFORD. (281, 253, 489, 273)
timetable-row: Leaves Waiiti 10.10 a.m. and 2.00 p.m. (503, 419, 661, 427)
agent-sub: LAND & COMMISSION AGENT, STRATFORD. (18, 773, 181, 782)
ad-body: With our modern machinery and staff of expert mechanics, we can assure you of efficient and expeditious workmanship, at lowest prices. We also specialise in ACETONE WELDING. (1504, 506, 1831, 526)
